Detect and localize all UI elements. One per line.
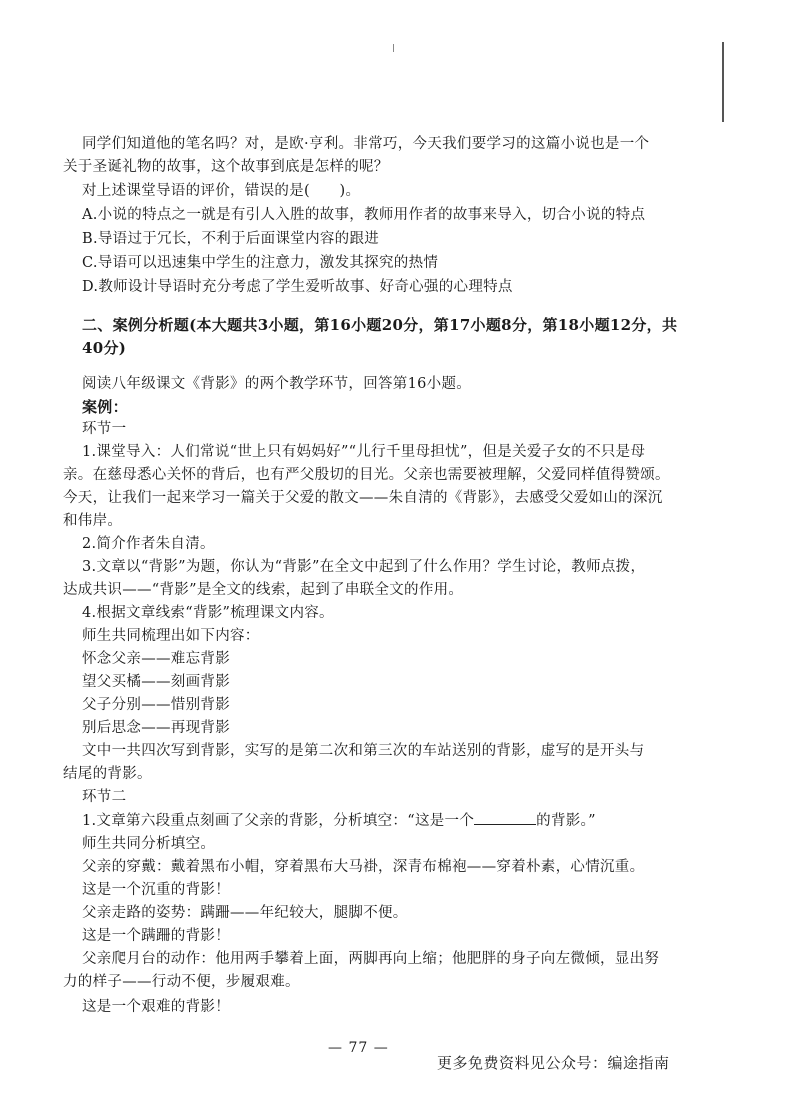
option-d: D.教师设计导语时充分考虑了学生爱听故事、好奇心强的心理特点 <box>82 279 513 295</box>
text-line: 这是一个蹒跚的背影！ <box>82 928 230 944</box>
outline-item: 望父买橘——刻画背影 <box>82 674 230 690</box>
section-heading: 二、案例分析题(本大题共3小题，第16小题20分，第17小题8分，第18小题12分，共 <box>82 316 678 334</box>
fill-blank-line <box>82 810 596 832</box>
text-line: 亲。在慈母悉心关怀的背后，也有严父殷切的目光。父亲也需要被理解，父爱同样值得赞颂。 <box>63 467 670 483</box>
scan-edge-mark <box>722 42 724 122</box>
text-line: 1.课堂导入：人们常说“世上只有妈妈好”“儿行千里母担忧”，但是关爱子女的不只是母 <box>82 444 646 460</box>
option-a: A.小说的特点之一就是有引人入胜的故事，教师用作者的故事来导入，切合小说的特点 <box>82 207 646 223</box>
text-line: 今天，让我们一起来学习一篇关于父爱的散文——朱自清的《背影》，去感受父爱如山的深沉 <box>63 490 663 506</box>
stage-two-label: 环节二 <box>82 789 127 805</box>
text-line: 这是一个沉重的背影！ <box>82 882 230 898</box>
option-c: C.导语可以迅速集中学生的注意力，激发其探究的热情 <box>82 255 439 271</box>
answer-blank <box>474 810 536 825</box>
outline-item: 父子分别——惜别背影 <box>82 697 230 713</box>
section-heading-cont: 40分) <box>82 339 127 357</box>
text-line: 同学们知道他的笔名吗？对，是欧·亨利。非常巧，今天我们要学习的这篇小说也是一个 <box>82 136 650 152</box>
text-line: 关于圣诞礼物的故事，这个故事到底是怎样的呢？ <box>63 159 389 175</box>
question-stem: 对上述课堂导语的评价，错误的是( )。 <box>82 183 361 199</box>
text-line: 达成共识——“背影”是全文的线索，起到了串联全文的作用。 <box>63 582 464 598</box>
text-line: 结尾的背影。 <box>63 766 152 782</box>
fill-blank-prefix: 1.文章第六段重点刻画了父亲的背影，分析填空：“这是一个 <box>82 813 475 829</box>
text-line: 这是一个艰难的背影！ <box>82 999 230 1015</box>
fill-blank-suffix: 的背影。” <box>536 813 596 829</box>
text-line: 2.简介作者朱自清。 <box>82 536 215 552</box>
text-line: 3.文章以“背影”为题，你认为“背影”在全文中起到了什么作用？学生讨论，教师点拨， <box>82 559 646 575</box>
outline-item: 别后思念——再现背影 <box>82 720 230 736</box>
text-line: 师生共同梳理出如下内容： <box>82 628 260 644</box>
text-line: 4.根据文章线索“背影”梳理课文内容。 <box>82 605 334 621</box>
text-line: 和伟岸。 <box>63 513 123 529</box>
text-line: 师生共同分析填空。 <box>82 836 216 852</box>
page-number: — 77 — <box>328 1040 389 1056</box>
text-line: 力的样子——行动不便，步履艰难。 <box>63 974 300 990</box>
text-line: 父亲爬月台的动作：他用两手攀着上面，两脚再向上缩；他肥胖的身子向左微倾，显出努 <box>82 951 660 967</box>
scan-tick-mark <box>393 44 394 52</box>
stage-one-label: 环节一 <box>82 421 127 437</box>
outline-item: 怀念父亲——难忘背影 <box>82 651 230 667</box>
case-intro: 阅读八年级课文《背影》的两个教学环节，回答第16小题。 <box>82 376 472 392</box>
text-line: 文中一共四次写到背影，实写的是第二次和第三次的车站送别的背影，虚写的是开头与 <box>82 743 645 759</box>
text-line: 父亲的穿戴：戴着黑布小帽，穿着黑布大马褂，深青布棉袍——穿着朴素，心情沉重。 <box>82 859 645 875</box>
case-label: 案例： <box>82 398 128 416</box>
text-line: 父亲走路的姿势：蹒跚——年纪较大，腿脚不便。 <box>82 905 408 921</box>
footer-watermark-text: 更多免费资料见公众号：编途指南 <box>437 1054 670 1072</box>
option-b: B.导语过于冗长，不利于后面课堂内容的跟进 <box>82 231 380 247</box>
